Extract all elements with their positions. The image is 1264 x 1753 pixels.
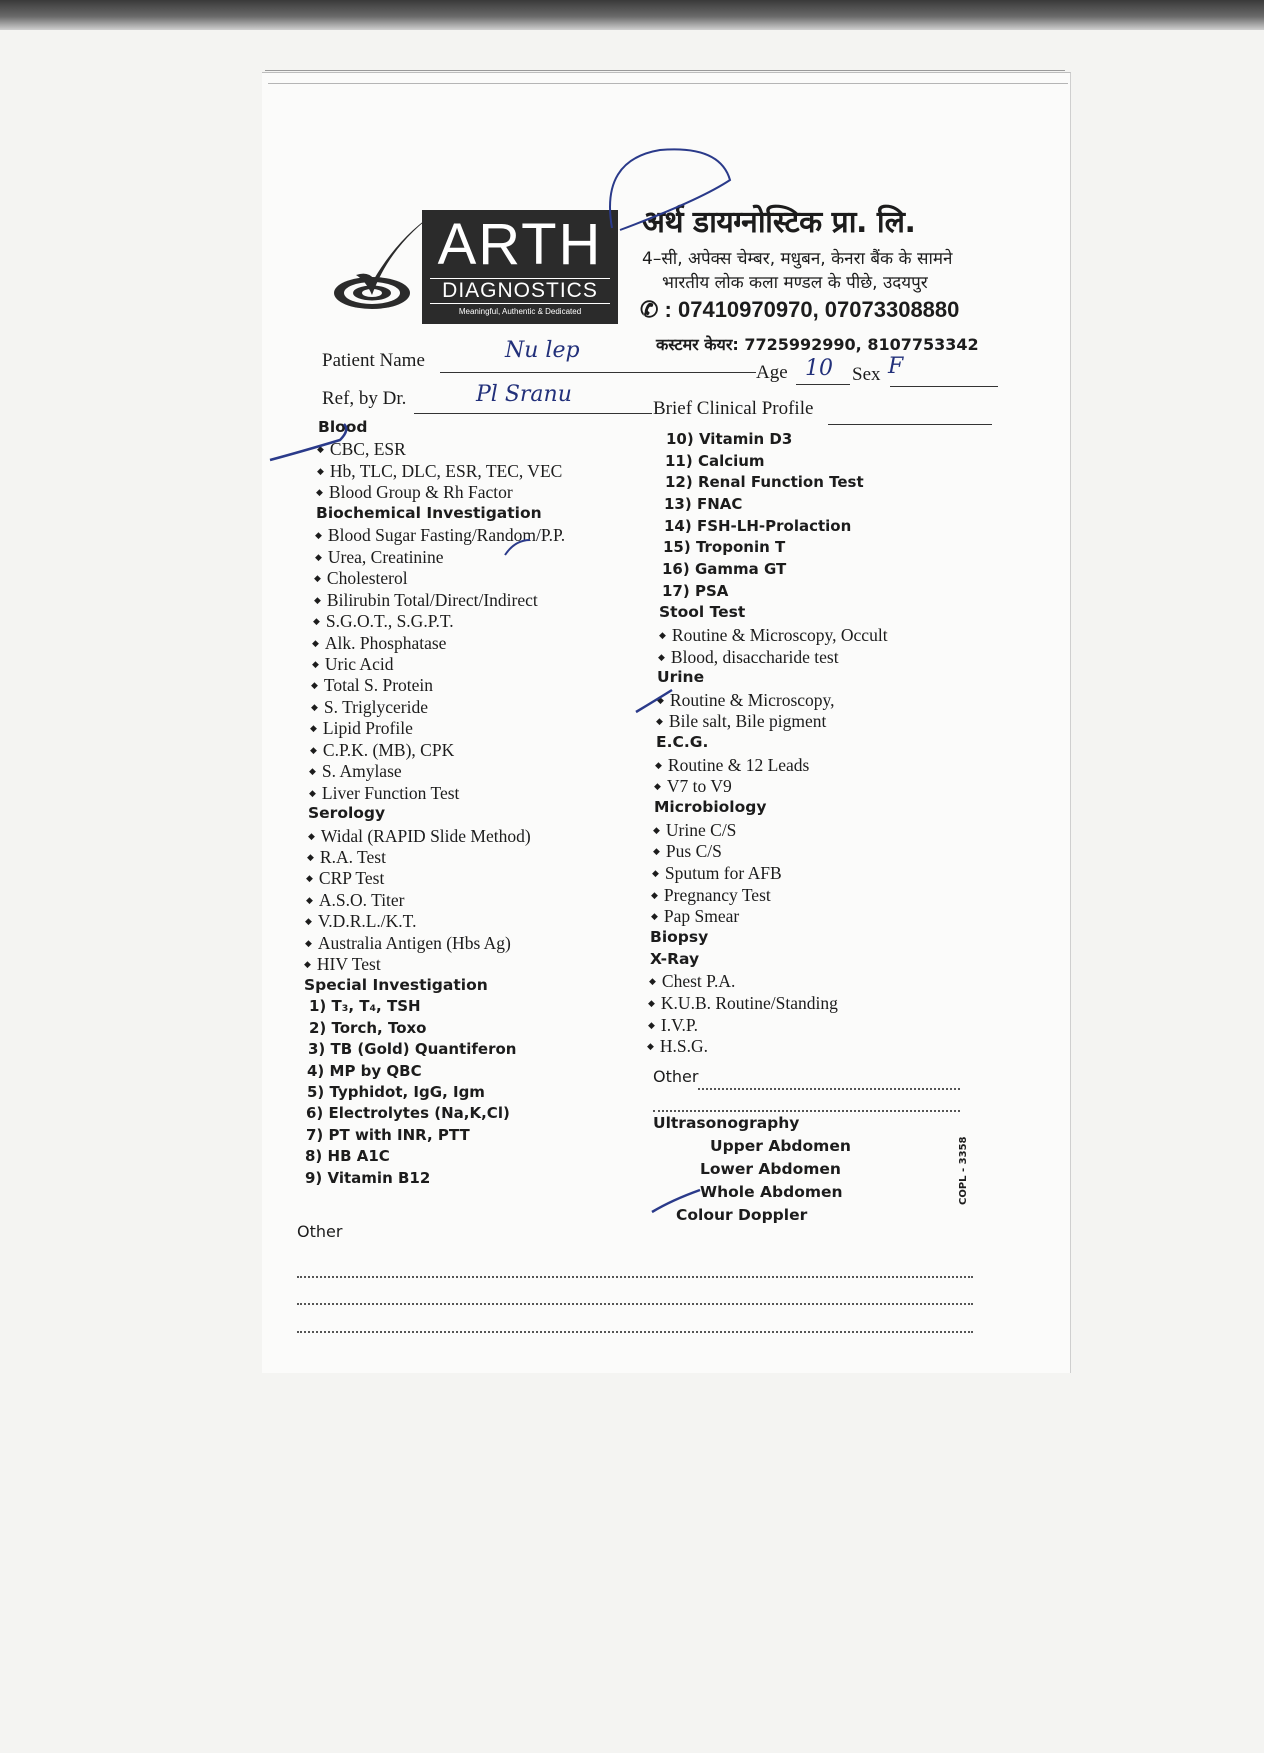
age-label: Age bbox=[756, 362, 788, 383]
test-item-r-a-test: ◆ R.A. Test bbox=[307, 847, 386, 868]
clinical-profile-line bbox=[828, 424, 992, 425]
test-item-c-p-k-mb-cpk: ◆ C.P.K. (MB), CPK bbox=[310, 740, 454, 761]
section-heading-biopsy: Biopsy bbox=[650, 927, 709, 946]
test-item-cholesterol: ◆ Cholesterol bbox=[314, 568, 408, 589]
scan-edge-line bbox=[268, 83, 1068, 84]
section-heading-blood: Blood bbox=[318, 418, 368, 436]
test-item-uric-acid: ◆ Uric Acid bbox=[312, 654, 393, 675]
test-item-routine-microscopy: ◆ Routine & Microscopy, bbox=[657, 690, 835, 711]
ref-doctor-line bbox=[414, 413, 652, 414]
test-item-pus-c-s: ◆ Pus C/S bbox=[653, 841, 722, 862]
usg-item-colour-doppler: Colour Doppler bbox=[676, 1206, 808, 1224]
section-heading-microbiology: Microbiology bbox=[654, 798, 767, 817]
test-item-australia-antigen-hbs-ag: ◆ Australia Antigen (Hbs Ag) bbox=[305, 933, 511, 954]
numbered-test-12-renal-function-test: 12) Renal Function Test bbox=[665, 473, 864, 492]
age-value: 10 bbox=[805, 356, 833, 381]
phone-numbers: ✆ : 07410970970, 07073308880 bbox=[640, 297, 960, 322]
ref-doctor-value: Pl Sranu bbox=[476, 382, 572, 407]
numbered-test-9-vitamin-b12: 9) Vitamin B12 bbox=[305, 1168, 431, 1187]
test-item-i-v-p: ◆ I.V.P. bbox=[648, 1015, 698, 1036]
section-heading-urine: Urine bbox=[657, 668, 705, 687]
test-item-s-triglyceride: ◆ S. Triglyceride bbox=[311, 697, 428, 718]
section-heading-stool-test: Stool Test bbox=[659, 603, 746, 622]
test-item-hiv-test: ◆ HIV Test bbox=[304, 954, 381, 975]
numbered-test-10-vitamin-d3: 10) Vitamin D3 bbox=[666, 430, 793, 448]
logo-tagline: Meaningful, Authentic & Dedicated bbox=[458, 307, 582, 316]
right-other-dotted-line bbox=[698, 1088, 960, 1090]
numbered-test-16-gamma-gt: 16) Gamma GT bbox=[662, 559, 787, 578]
test-item-pregnancy-test: ◆ Pregnancy Test bbox=[651, 885, 771, 906]
customer-care: कस्टमर केयर: 7725992990, 8107753342 bbox=[656, 335, 979, 354]
ultrasonography-heading: Ultrasonography bbox=[653, 1114, 800, 1132]
numbered-test-13-fnac: 13) FNAC bbox=[664, 494, 743, 513]
test-item-widal-rapid-slide-method: ◆ Widal (RAPID Slide Method) bbox=[308, 826, 531, 847]
numbered-test-14-fsh-lh-prolaction: 14) FSH-LH-Prolaction bbox=[664, 516, 852, 535]
form-code: COPL - 3358 bbox=[958, 1136, 969, 1205]
sex-label: Sex bbox=[852, 364, 881, 385]
test-item-s-amylase: ◆ S. Amylase bbox=[309, 761, 402, 782]
footer-dotted-line-3 bbox=[297, 1331, 973, 1333]
test-item-v-d-r-l-k-t: ◆ V.D.R.L./K.T. bbox=[305, 911, 416, 932]
scan-top-shadow bbox=[0, 0, 1264, 30]
footer-other-label: Other bbox=[297, 1222, 343, 1241]
test-item-urine-c-s: ◆ Urine C/S bbox=[653, 820, 736, 841]
test-item-urea-creatinine: ◆ Urea, Creatinine bbox=[315, 547, 444, 568]
footer-dotted-line-1 bbox=[297, 1276, 973, 1278]
test-item-total-s-protein: ◆ Total S. Protein bbox=[311, 675, 433, 696]
test-item-a-s-o-titer: ◆ A.S.O. Titer bbox=[306, 890, 405, 911]
company-name-hindi: अर्थ डायग्नोस्टिक प्रा. लि. bbox=[642, 205, 916, 240]
test-item-hb-tlc-dlc-esr-tec-vec: ◆ Hb, TLC, DLC, ESR, TEC, VEC bbox=[317, 461, 562, 482]
age-line bbox=[796, 384, 850, 385]
address-line-1: 4–सी, अपेक्स चेम्बर, मधुबन, केनरा बैंक के सामने bbox=[642, 249, 953, 269]
numbered-test-2-torch-toxo: 2) Torch, Toxo bbox=[309, 1018, 427, 1037]
ref-doctor-label: Ref, by Dr. bbox=[322, 388, 407, 409]
test-item-v7-to-v9: ◆ V7 to V9 bbox=[654, 776, 732, 797]
test-item-liver-function-test: ◆ Liver Function Test bbox=[309, 783, 459, 804]
patient-name-line bbox=[440, 372, 756, 373]
numbered-test-15-troponin-t: 15) Troponin T bbox=[663, 538, 786, 557]
numbered-test-7-pt-with-inr-ptt: 7) PT with INR, PTT bbox=[306, 1125, 470, 1144]
test-item-lipid-profile: ◆ Lipid Profile bbox=[310, 718, 413, 739]
test-item-s-g-o-t-s-g-p-t: ◆ S.G.O.T., S.G.P.T. bbox=[313, 611, 454, 632]
test-item-crp-test: ◆ CRP Test bbox=[306, 868, 384, 889]
test-item-routine-microscopy-occult: ◆ Routine & Microscopy, Occult bbox=[659, 625, 888, 646]
test-item-blood-disaccharide-test: ◆ Blood, disaccharide test bbox=[658, 647, 839, 668]
test-item-k-u-b-routine-standing: ◆ K.U.B. Routine/Standing bbox=[648, 993, 838, 1014]
test-item-alk-phosphatase: ◆ Alk. Phosphatase bbox=[312, 633, 446, 654]
sex-line bbox=[890, 386, 998, 387]
test-item-blood-group-rh-factor: ◆ Blood Group & Rh Factor bbox=[316, 482, 513, 503]
numbered-test-4-mp-by-qbc: 4) MP by QBC bbox=[307, 1061, 422, 1080]
numbered-test-1-t-t-tsh: 1) T₃, T₄, TSH bbox=[309, 997, 421, 1016]
test-item-blood-sugar-fasting-random-p-p: ◆ Blood Sugar Fasting/Random/P.P. bbox=[315, 525, 565, 546]
footer-dotted-line-2 bbox=[297, 1303, 973, 1305]
test-item-routine-12-leads: ◆ Routine & 12 Leads bbox=[655, 755, 809, 776]
numbered-test-11-calcium: 11) Calcium bbox=[665, 451, 765, 470]
usg-item-whole-abdomen: Whole Abdomen bbox=[700, 1183, 843, 1201]
numbered-test-6-electrolytes-na-k-cl: 6) Electrolytes (Na,K,Cl) bbox=[306, 1104, 510, 1123]
right-other-label: Other bbox=[653, 1067, 699, 1086]
test-item-bilirubin-total-direct-indirect: ◆ Bilirubin Total/Direct/Indirect bbox=[314, 590, 538, 611]
test-item-chest-p-a: ◆ Chest P.A. bbox=[649, 971, 735, 992]
test-item-cbc-esr: ◆ CBC, ESR bbox=[317, 439, 406, 460]
patient-name-label: Patient Name bbox=[322, 350, 425, 371]
logo-subtitle: DIAGNOSTICS bbox=[430, 278, 610, 304]
test-item-pap-smear: ◆ Pap Smear bbox=[651, 906, 739, 927]
sex-value: F bbox=[888, 354, 904, 379]
test-item-bile-salt-bile-pigment: ◆ Bile salt, Bile pigment bbox=[656, 711, 826, 732]
section-heading-serology: Serology bbox=[308, 804, 386, 823]
section-heading-x-ray: X-Ray bbox=[650, 949, 700, 968]
test-item-sputum-for-afb: ◆ Sputum for AFB bbox=[652, 863, 782, 884]
right-other-dotted-line-2 bbox=[653, 1110, 960, 1112]
patient-name-value: Nu lep bbox=[505, 338, 580, 363]
section-heading-e-c-g: E.C.G. bbox=[656, 733, 709, 752]
section-heading-special-investigation: Special Investigation bbox=[304, 975, 488, 994]
numbered-test-3-tb-gold-quantiferon: 3) TB (Gold) Quantiferon bbox=[308, 1040, 517, 1059]
section-heading-biochemical-investigation: Biochemical Investigation bbox=[316, 503, 542, 522]
arth-logo-box bbox=[422, 210, 618, 324]
logo-wordmark: ARTH bbox=[437, 212, 603, 277]
numbered-test-5-typhidot-igg-igm: 5) Typhidot, IgG, Igm bbox=[307, 1082, 485, 1101]
usg-item-lower-abdomen: Lower Abdomen bbox=[700, 1160, 841, 1178]
address-line-2: भारतीय लोक कला मण्डल के पीछे, उदयपुर bbox=[662, 273, 928, 293]
numbered-test-17-psa: 17) PSA bbox=[662, 581, 729, 600]
test-item-h-s-g: ◆ H.S.G. bbox=[647, 1036, 708, 1057]
numbered-test-8-hb-a1c: 8) HB A1C bbox=[305, 1147, 390, 1166]
clinical-profile-label: Brief Clinical Profile bbox=[653, 398, 814, 419]
usg-item-upper-abdomen: Upper Abdomen bbox=[710, 1137, 851, 1155]
scan-edge-line bbox=[265, 70, 1065, 71]
